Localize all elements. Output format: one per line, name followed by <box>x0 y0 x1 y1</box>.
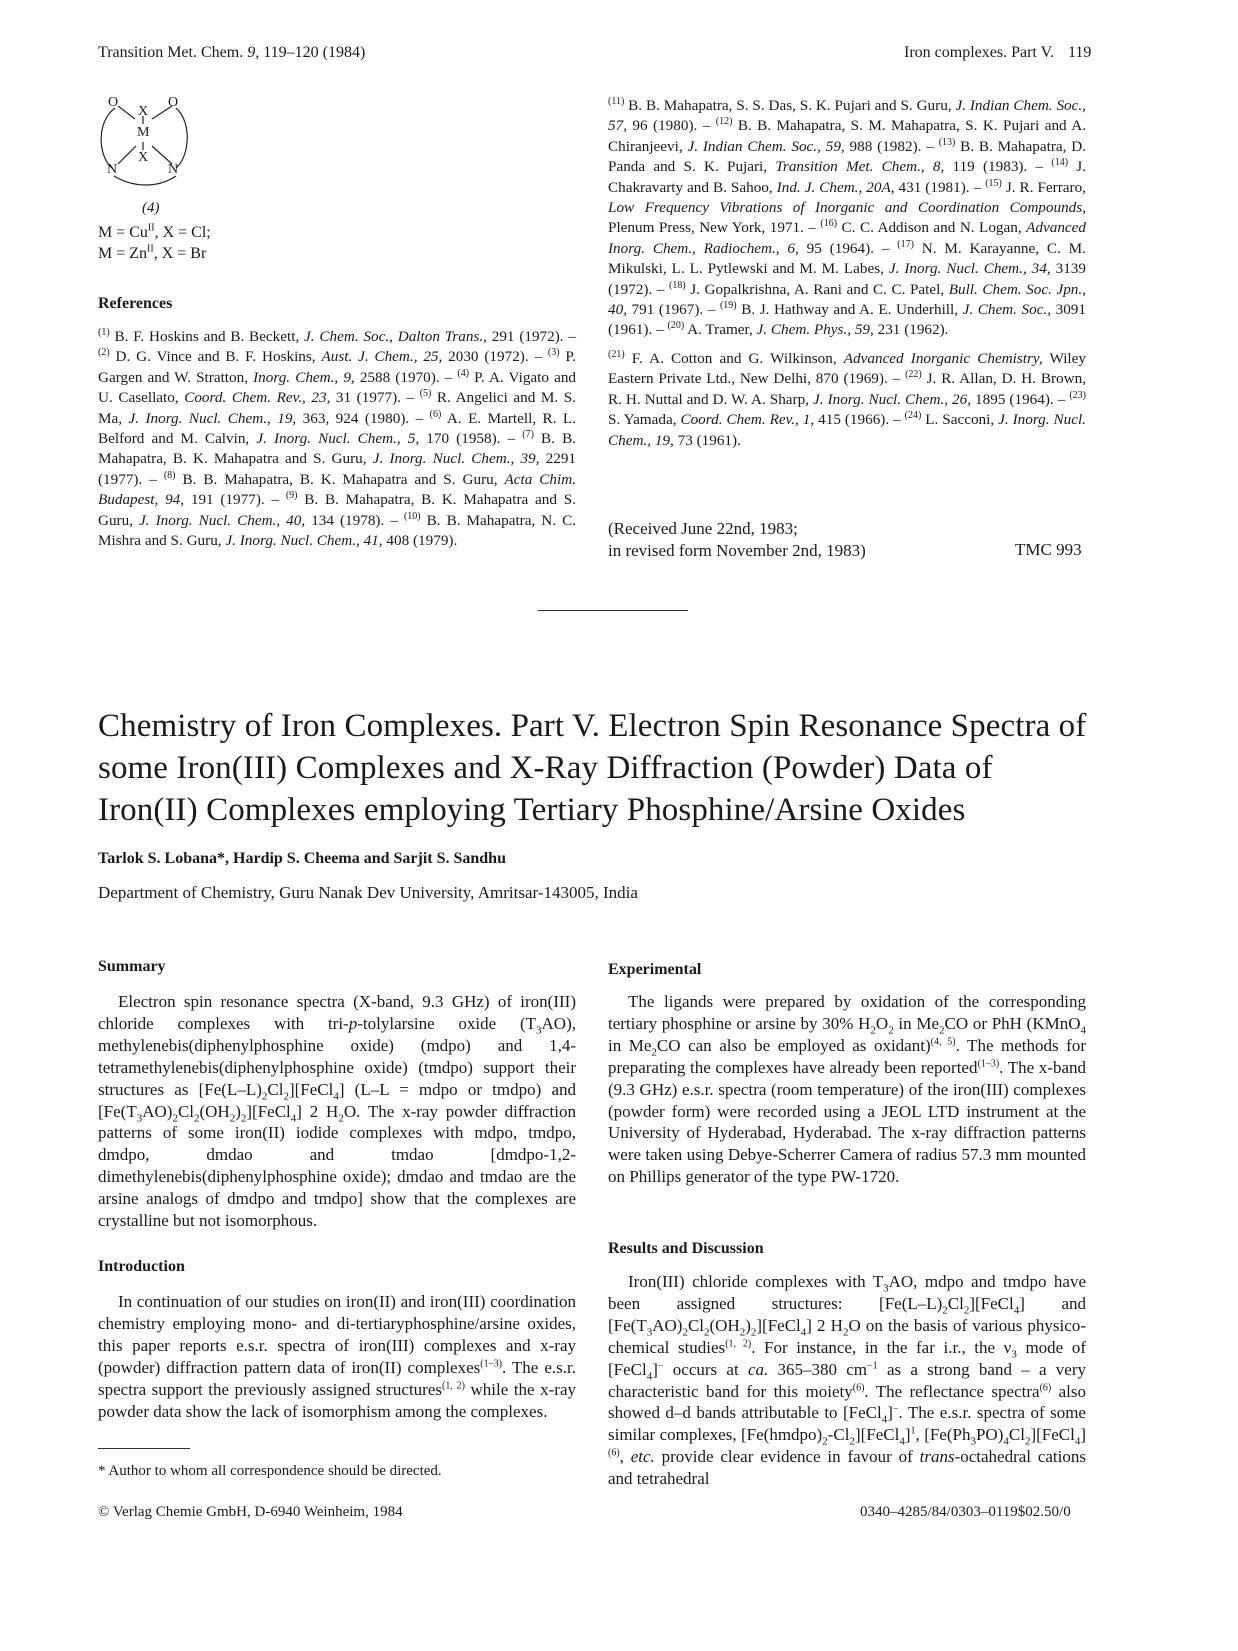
chemical-structure <box>90 94 220 198</box>
summary-heading: Summary <box>98 958 166 975</box>
atom-o-right: O <box>168 95 179 110</box>
summary-text: Electron spin resonance spectra (X-band, 9.3 GHz) of iron(III) chloride complexes with tri-p-tolylarsine oxide $(T_3AO)$, methylenebis(diphenylphosphine oxide) (mdpo) and 1,4-tetramethylenebis(diphenylphosphine oxide) (tmdpo) support their structures as $[Fe(L-L)_2Cl_2][FeCl_4] (L-L$ = mdpo or tmdpo) and $[Fe(T_3AO)_2Cl_2(OH_2)_2][FeCl_4]$ 2 $H_2O$. The x-ray powder diffraction patterns of some iron(II) iodide complexes with mdpo, tmdpo, dmdpo, dmdao and tmdao [dmdpo-1,2-dimethylenebis(diphenylphosphine oxide); dmdao and tmdao are the arsine analogs of dmdpo and tmdpo] show that the complexes are crystalline but not isomorphous. <box>98 992 576 1231</box>
footnote-rule <box>98 1448 190 1449</box>
journal-pages-year: 119–120 (1984) <box>263 44 366 61</box>
structure-legend <box>98 222 211 264</box>
compound-label: (4) <box>142 200 160 216</box>
results-body <box>608 1271 1086 1490</box>
summary-body <box>98 991 576 1232</box>
article-title: Chemistry of Iron Complexes. Part V. Electron Spin Resonance Spectra of some Iron(III) Complexes and X-Ray Diffraction (Powder) Data of Iron(II) Complexes employing Tertiary Phosphine/Arsine Oxides <box>98 708 1087 828</box>
experimental-body <box>608 991 1086 1188</box>
copyright-footer: © Verlag Chemie GmbH, D-6940 Weinheim, 1984 <box>98 1504 403 1520</box>
received-line-2: in revised form November 2nd, 1983) <box>608 541 866 560</box>
footnote: * Author to whom all correspondence should be directed. <box>98 1463 442 1479</box>
page-number: 119 <box>1068 44 1092 61</box>
authors: Tarlok S. Lobana*, Hardip S. Cheema and Sarjit S. Sandhu <box>98 850 506 867</box>
article-divider <box>538 610 688 611</box>
running-header-left <box>98 44 365 62</box>
legend-line-2: $M = Zn^{II}$, X = Br <box>98 243 207 262</box>
experimental-text: The ligands were prepared by oxidation of the corresponding tertiary phosphine or arsine by 30% $H_2O_2$ in $Me_2CO$ or PhH (KMnO$_4$ in $Me_2CO$ can also be employed as oxidant)$^{(4, 5)}$. The methods for preparating the complexes have already been reported$^{(1-3)}$. The x-band (9.3 GHz) e.s.r. spectra (room temperature) of the iron(III) complexes (powder form) were recorded using a JEOL LTD instrument at the University of Hyderabad, Hyderabad. The x-ray diffraction patterns were taken using Debye-Scherrer Camera of radius 57.3 mm mounted on Phillips generator of the type PW-1720. <box>608 992 1086 1187</box>
references-left-column <box>98 327 576 559</box>
article-code-footer: 0340–4285/84/0303–0119$02.50/0 <box>860 1504 1071 1520</box>
legend-line-1: $M = Cu^{II}$, X = Cl; <box>98 222 211 241</box>
results-text: Iron(III) chloride complexes with $T_3AO$, mdpo and tmdpo have been assigned structures: $[Fe(L-L)_2Cl_2][FeCl_4]$ and $[Fe(T_3AO)_2Cl_2(OH_2)_2][FeCl_4]$ 2 $H_2O$ on the basis of various physico-chemical studies$^{(1, 2)}$. For instance, in the far i.r., the $\nu_3$ mode of [FeCl$_4$]− occurs at ca. 365–380 $cm^{-1}$ as a strong band – a very characteristic band for this moiety$^{(6)}$. The reflectance spectra$^{(6)}$ also showed d–d bands attributable to [FeCl$_4$]−. The e.s.r. spectra of some similar complexes, $[Fe(hmdpo)_2-Cl_2][FeCl_4]^1$, $[Fe(Ph_3PO)_4Cl_2][FeCl_4]^{(6)}$, etc. provide clear evidence in favour of trans-octahedral cations and tetrahedral <box>608 1272 1087 1489</box>
experimental-heading: Experimental <box>608 961 702 978</box>
atom-x-top: X <box>138 104 149 119</box>
atom-o-left: O <box>108 95 119 110</box>
atom-n-right: N <box>168 162 179 177</box>
received-dates <box>608 518 866 562</box>
tmc-code: TMC 993 <box>1015 540 1082 559</box>
atom-n-left: N <box>107 162 118 177</box>
journal-name: Transition Met. Chem. <box>98 44 244 61</box>
introduction-body <box>98 1291 576 1422</box>
atom-m: M <box>137 125 150 140</box>
atom-x-bottom: X <box>138 150 149 165</box>
journal-volume: 9, <box>247 44 260 61</box>
running-title: Iron complexes. Part V. <box>904 44 1055 61</box>
references-right-text-2: $^{(21)}$ F. A. Cotton and G. Wilkinson, Advanced Inorganic Chemistry, Wiley Eastern Private Ltd., New Delhi, 870 (1969). – $^{(22)}$ J. R. Allan, D. H. Brown, R. H. Nuttal and D. W. A. Sharp, J. Inorg. Nucl. Chem., 26, 1895 (1964). – $^{(23)}$ S. Yamada, Coord. Chem. Rev., 1, 415 (1966). – $^{(24)}$ L. Sacconi, J. Inorg. Nucl. Chem., 19, 73 (1961). <box>608 348 1086 449</box>
affiliation: Department of Chemistry, Guru Nanak Dev University, Amritsar-143005, India <box>98 883 638 902</box>
references-right-column <box>608 96 1086 459</box>
results-heading: Results and Discussion <box>608 1240 764 1257</box>
references-right-text-1: $^{(11)}$ B. B. Mahapatra, S. S. Das, S. K. Pujari and S. Guru, J. Indian Chem. Soc., 57, 96 (1980). – $^{(12)}$ B. B. Mahapatra, S. M. Mahapatra, S. K. Pujari and A. Chiranjeevi, J. Indian Chem. Soc., 59, 988 (1982). – $^{(13)}$ B. B. Mahapatra, D. Panda and S. K. Pujari, Transition Met. Chem., 8, 119 (1983). – $^{(14)}$ J. Chakravarty and B. Sahoo, Ind. J. Chem., 20A, 431 (1981). – $^{(15)}$ J. R. Ferraro, Low Frequency Vibrations of Inorganic and Coordination Compounds, Plenum Press, New York, 1971. – $^{(16)}$ C. C. Addison and N. Logan, Advanced Inorg. Chem., Radiochem., 6, 95 (1964). – $^{(17)}$ N. M. Karayanne, C. M. Mikulski, L. L. Pytlewski and M. M. Labes, J. Inorg. Nucl. Chem., 34, 3139 (1972). – $^{(18)}$ J. Gopalkrishna, A. Rani and C. C. Patel, Bull. Chem. Soc. Jpn., 40, 791 (1967). – $^{(19)}$ B. J. Hathway and A. E. Underhill, J. Chem. Soc., 3091 (1961). – $^{(20)}$ A. Tramer, J. Chem. Phys., 59, 231 (1962). <box>608 95 1087 339</box>
introduction-text: In continuation of our studies on iron(II) and iron(III) coordination chemistry employing mono- and di-tertiaryphosphine/arsine oxides, this paper reports e.s.r. spectra of iron(III) complexes and x-ray (powder) diffraction pattern data of iron(II) complexes$^{(1-3)}$. The e.s.r. spectra support the previously assigned structures$^{(1, 2)}$ while the x-ray powder data show the lack of isomorphism among the complexes. <box>98 1292 576 1421</box>
introduction-heading: Introduction <box>98 1258 185 1275</box>
references-heading: References <box>98 295 173 312</box>
references-left-text: $^{(1)}$ B. F. Hoskins and B. Beckett, J. Chem. Soc., Dalton Trans., 291 (1972). – $^{(2)}$ D. G. Vince and B. F. Hoskins, Aust. J. Chem., 25, 2030 (1972). – $^{(3)}$ P. Gargen and W. Stratton, Inorg. Chem., 9, 2588 (1970). – $^{(4)}$ P. A. Vigato and U. Casellato, Coord. Chem. Rev., 23, 31 (1977). – $^{(5)}$ R. Angelici and M. S. Ma, J. Inorg. Nucl. Chem., 19, 363, 924 (1980). – $^{(6)}$ A. E. Martell, R. L. Belford and M. Calvin, J. Inorg. Nucl. Chem., 5, 170 (1958). – $^{(7)}$ B. B. Mahapatra, B. K. Mahapatra and S. Guru, J. Inorg. Nucl. Chem., 39, 2291 (1977). – $^{(8)}$ B. B. Mahapatra, B. K. Mahapatra and S. Guru, Acta Chim. Budapest, 94, 191 (1977). – $^{(9)}$ B. B. Mahapatra, B. K. Mahapatra and S. Guru, J. Inorg. Nucl. Chem., 40, 134 (1978). – $^{(10)}$ B. B. Mahapatra, N. C. Mishra and S. Guru, J. Inorg. Nucl. Chem., 41, 408 (1979). <box>98 326 577 550</box>
received-line-1: (Received June 22nd, 1983; <box>608 519 798 538</box>
